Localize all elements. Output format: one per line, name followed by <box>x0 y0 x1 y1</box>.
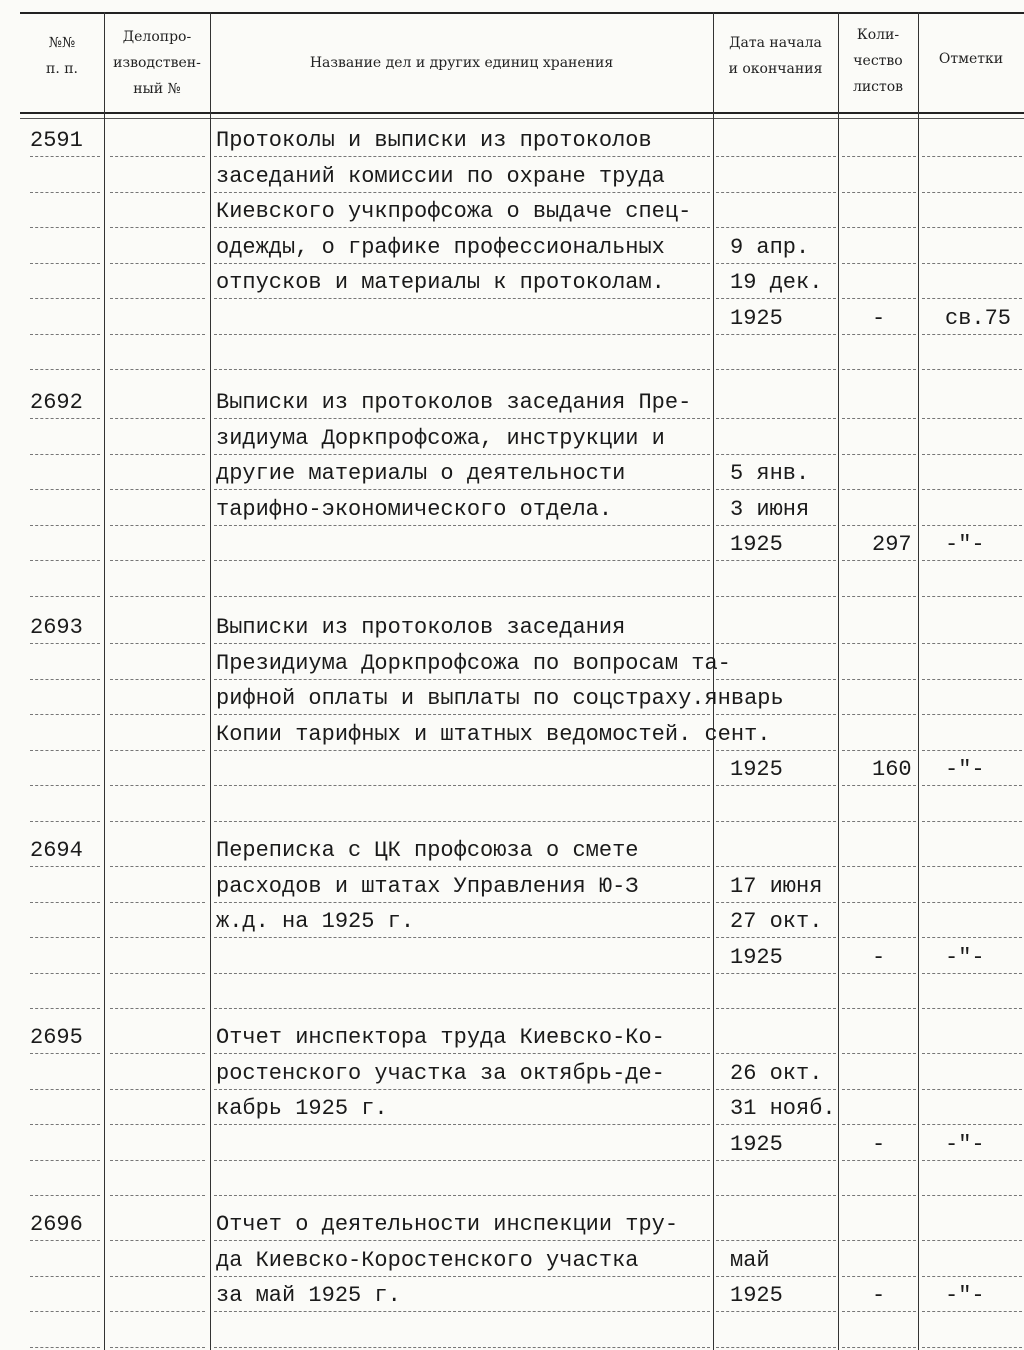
line-rule <box>922 785 1022 786</box>
line-rule <box>716 334 836 335</box>
line-rule <box>922 369 1022 370</box>
line-rule <box>30 454 100 455</box>
line-rule <box>110 596 205 597</box>
line-rule <box>716 560 836 561</box>
line-rule <box>842 937 916 938</box>
line-rule <box>716 1240 836 1241</box>
record-sheets: 160 <box>872 757 912 782</box>
line-rule <box>110 1240 205 1241</box>
line-rule <box>30 1195 100 1196</box>
line-rule <box>110 937 205 938</box>
line-rule <box>922 1160 1022 1161</box>
line-rule <box>214 937 710 938</box>
line-rule <box>842 1089 916 1090</box>
record-title-line: за май 1925 г. <box>216 1283 401 1308</box>
line-rule <box>922 714 1022 715</box>
line-rule <box>922 489 1022 490</box>
line-rule <box>110 1008 205 1009</box>
line-rule <box>214 263 710 264</box>
record-note: св.75 <box>945 305 1012 331</box>
line-rule <box>214 418 710 419</box>
line-rule <box>110 454 205 455</box>
line-rule <box>30 192 100 193</box>
line-rule <box>214 1089 710 1090</box>
line-rule <box>922 298 1022 299</box>
line-rule <box>214 821 710 822</box>
line-rule <box>842 1160 916 1161</box>
line-rule <box>214 1195 710 1196</box>
col-divider-3 <box>713 12 714 1350</box>
record-title-line: ж.д. на 1925 г. <box>216 909 415 934</box>
line-rule <box>842 866 916 867</box>
line-rule <box>922 1311 1022 1312</box>
record-date: 3 июня <box>730 496 810 522</box>
line-rule <box>716 1089 836 1090</box>
line-rule <box>716 454 836 455</box>
line-rule <box>716 298 836 299</box>
line-rule <box>214 1160 710 1161</box>
line-rule <box>842 1195 916 1196</box>
line-rule <box>716 525 836 526</box>
line-rule <box>716 937 836 938</box>
line-rule <box>842 1347 916 1348</box>
record-title-line: Отчет инспектора труда Киевско-Ко- <box>216 1025 665 1050</box>
line-rule <box>110 902 205 903</box>
header-title: Название дел и других единиц хранения <box>309 55 614 71</box>
line-rule <box>922 750 1022 751</box>
record-date: 9 апр. <box>730 234 810 260</box>
line-rule <box>716 596 836 597</box>
record-title-line: тарифно-экономического отдела. <box>216 496 613 522</box>
record-title-line: другие материалы о деятельности <box>216 461 626 486</box>
line-rule <box>110 1124 205 1125</box>
line-rule <box>716 1195 836 1196</box>
record-title-line: Выписки из протоколов заседания Пре- <box>216 390 692 415</box>
line-rule <box>842 973 916 974</box>
record-date: 26 окт. <box>730 1060 823 1086</box>
line-rule <box>716 973 836 974</box>
line-rule <box>110 1195 205 1196</box>
col-divider-4 <box>838 12 839 1350</box>
line-rule <box>30 866 100 867</box>
record-sheets: - <box>872 305 886 331</box>
line-rule <box>110 560 205 561</box>
line-rule <box>842 192 916 193</box>
line-rule <box>922 525 1022 526</box>
line-rule <box>110 192 205 193</box>
record-date: 1925 <box>730 532 783 557</box>
line-rule <box>110 418 205 419</box>
line-rule <box>716 1124 836 1125</box>
line-rule <box>842 418 916 419</box>
col-divider-2 <box>210 12 211 1350</box>
line-rule <box>30 1160 100 1161</box>
line-rule <box>30 643 100 644</box>
line-rule <box>110 714 205 715</box>
header-num: №№ п. п. <box>45 35 78 77</box>
record-number: 2692 <box>30 390 83 415</box>
line-rule <box>922 1053 1022 1054</box>
line-rule <box>214 489 710 490</box>
line-rule <box>922 973 1022 974</box>
line-rule <box>922 679 1022 680</box>
col-divider-5 <box>918 12 919 1350</box>
line-rule <box>716 1053 836 1054</box>
header-dates: Дата начала и окончания <box>728 35 823 77</box>
line-rule <box>922 418 1022 419</box>
line-rule <box>922 596 1022 597</box>
line-rule <box>842 298 916 299</box>
line-rule <box>842 263 916 264</box>
line-rule <box>842 1240 916 1241</box>
record-sheets: 297 <box>872 532 912 557</box>
line-rule <box>922 1240 1022 1241</box>
record-title-line: да Киевско-Коростенского участка <box>216 1247 639 1273</box>
line-rule <box>922 156 1022 157</box>
line-rule <box>716 679 836 680</box>
line-rule <box>30 1311 100 1312</box>
line-rule <box>30 1240 100 1241</box>
record-date: 19 дек. <box>730 270 823 295</box>
line-rule <box>842 714 916 715</box>
line-rule <box>110 750 205 751</box>
line-rule <box>30 156 100 157</box>
line-rule <box>922 1124 1022 1125</box>
line-rule <box>110 866 205 867</box>
line-rule <box>716 821 836 822</box>
line-rule <box>842 643 916 644</box>
line-rule <box>922 1347 1022 1348</box>
line-rule <box>30 227 100 228</box>
line-rule <box>214 1311 710 1312</box>
line-rule <box>716 866 836 867</box>
line-rule <box>30 525 100 526</box>
record-note: -"- <box>945 944 985 970</box>
record-title-line: кабрь 1925 г. <box>216 1096 388 1121</box>
line-rule <box>922 821 1022 822</box>
line-rule <box>922 1089 1022 1090</box>
line-rule <box>214 1053 710 1054</box>
line-rule <box>214 973 710 974</box>
line-rule <box>922 454 1022 455</box>
line-rule <box>214 369 710 370</box>
line-rule <box>842 1008 916 1009</box>
line-rule <box>110 1311 205 1312</box>
record-title-line: Выписки из протоколов заседания <box>216 615 626 640</box>
line-rule <box>30 785 100 786</box>
line-rule <box>842 489 916 490</box>
line-rule <box>30 334 100 335</box>
line-rule <box>30 1276 100 1277</box>
line-rule <box>30 714 100 715</box>
line-rule <box>214 192 710 193</box>
line-rule <box>110 227 205 228</box>
record-sheets: - <box>872 1131 886 1157</box>
record-number: 2695 <box>30 1025 83 1050</box>
record-title-line: отпусков и материалы к протоколам. <box>216 270 665 295</box>
line-rule <box>30 902 100 903</box>
line-rule <box>30 298 100 299</box>
line-rule <box>214 902 710 903</box>
line-rule <box>922 192 1022 193</box>
record-title-line: Переписка с ЦК профсоюза о смете <box>216 838 639 863</box>
line-rule <box>922 937 1022 938</box>
header-bottom-border <box>20 112 1024 114</box>
line-rule <box>842 1276 916 1277</box>
header-bottom-border-2 <box>20 118 1024 119</box>
line-rule <box>110 1160 205 1161</box>
line-rule <box>110 298 205 299</box>
record-date: 5 янв. <box>730 461 810 486</box>
line-rule <box>110 679 205 680</box>
line-rule <box>716 1276 836 1277</box>
line-rule <box>110 1053 205 1054</box>
line-rule <box>110 643 205 644</box>
line-rule <box>30 750 100 751</box>
record-title-line: одежды, о графике профессиональных <box>216 234 665 260</box>
line-rule <box>842 1124 916 1125</box>
line-rule <box>842 560 916 561</box>
line-rule <box>30 1124 100 1125</box>
line-rule <box>716 369 836 370</box>
line-rule <box>214 750 710 751</box>
line-rule <box>842 369 916 370</box>
line-rule <box>30 560 100 561</box>
line-rule <box>30 418 100 419</box>
record-title-line: Протоколы и выписки из протоколов <box>216 128 652 153</box>
record-date: 1925 <box>730 1283 783 1308</box>
line-rule <box>842 334 916 335</box>
line-rule <box>214 298 710 299</box>
line-rule <box>716 1160 836 1161</box>
record-note: -"- <box>945 757 985 782</box>
record-date: 1925 <box>730 305 783 331</box>
record-number: 2696 <box>30 1212 83 1237</box>
line-rule <box>922 334 1022 335</box>
line-rule <box>922 1008 1022 1009</box>
record-sheets: - <box>872 1283 886 1308</box>
record-note: -"- <box>945 532 985 557</box>
header-office-num: Делопро- изводствен- ный № <box>113 29 201 97</box>
line-rule <box>842 785 916 786</box>
line-rule <box>214 334 710 335</box>
record-sheets: - <box>872 944 886 970</box>
line-rule <box>716 1347 836 1348</box>
record-title-line: расходов и штатах Управления Ю-З <box>216 873 639 899</box>
record-title-line: Отчет о деятельности инспекции тру- <box>216 1212 679 1237</box>
line-rule <box>716 643 836 644</box>
line-rule <box>922 560 1022 561</box>
record-date: 31 нояб. <box>730 1096 836 1121</box>
line-rule <box>842 227 916 228</box>
line-rule <box>30 937 100 938</box>
line-rule <box>214 785 710 786</box>
line-rule <box>842 679 916 680</box>
line-rule <box>716 192 836 193</box>
line-rule <box>30 369 100 370</box>
line-rule <box>30 263 100 264</box>
line-rule <box>214 1240 710 1241</box>
line-rule <box>214 1347 710 1348</box>
line-rule <box>716 714 836 715</box>
record-title-line: Копии тарифных и штатных ведомостей. сент. <box>216 721 771 747</box>
line-rule <box>110 1276 205 1277</box>
line-rule <box>716 1008 836 1009</box>
record-title-line: зидиума Доркпрофсожа, инструкции и <box>216 425 665 451</box>
record-date: 17 июня <box>730 873 823 899</box>
line-rule <box>842 750 916 751</box>
line-rule <box>214 679 710 680</box>
line-rule <box>922 902 1022 903</box>
line-rule <box>842 454 916 455</box>
record-number: 2694 <box>30 838 83 863</box>
record-number: 2591 <box>30 128 83 153</box>
line-rule <box>214 560 710 561</box>
line-rule <box>214 227 710 228</box>
line-rule <box>842 525 916 526</box>
line-rule <box>110 821 205 822</box>
line-rule <box>922 1276 1022 1277</box>
line-rule <box>110 785 205 786</box>
line-rule <box>716 785 836 786</box>
header-notes: Отметки <box>938 51 1004 67</box>
line-rule <box>214 643 710 644</box>
line-rule <box>30 1053 100 1054</box>
record-date: 1925 <box>730 757 783 782</box>
line-rule <box>922 866 1022 867</box>
record-note: -"- <box>945 1131 985 1157</box>
line-rule <box>214 596 710 597</box>
line-rule <box>110 156 205 157</box>
line-rule <box>110 489 205 490</box>
line-rule <box>110 263 205 264</box>
line-rule <box>110 369 205 370</box>
line-rule <box>716 263 836 264</box>
line-rule <box>214 156 710 157</box>
record-title-line: Президиума Доркпрофсожа по вопросам та- <box>216 650 731 676</box>
record-date: 27 окт. <box>730 909 823 934</box>
table-top-border <box>20 12 1024 14</box>
record-title-line: ростенского участка за октябрь-де- <box>216 1060 665 1086</box>
line-rule <box>922 263 1022 264</box>
line-rule <box>110 1347 205 1348</box>
line-rule <box>716 418 836 419</box>
line-rule <box>214 866 710 867</box>
line-rule <box>716 156 836 157</box>
line-rule <box>842 902 916 903</box>
line-rule <box>842 1311 916 1312</box>
line-rule <box>716 227 836 228</box>
line-rule <box>30 489 100 490</box>
record-date: 1925 <box>730 944 783 970</box>
line-rule <box>110 334 205 335</box>
line-rule <box>842 156 916 157</box>
line-rule <box>716 750 836 751</box>
record-note: -"- <box>945 1283 985 1308</box>
line-rule <box>842 1053 916 1054</box>
line-rule <box>842 596 916 597</box>
record-title-line: заседаний комиссии по охране труда <box>216 163 665 189</box>
line-rule <box>214 1124 710 1125</box>
line-rule <box>716 902 836 903</box>
line-rule <box>30 1347 100 1348</box>
line-rule <box>110 973 205 974</box>
line-rule <box>30 1008 100 1009</box>
line-rule <box>842 821 916 822</box>
record-title-line: Киевского учкпрофсожа о выдаче спец- <box>216 199 692 224</box>
header-sheets: Коли- чество листов <box>852 27 904 95</box>
line-rule <box>214 1008 710 1009</box>
line-rule <box>716 1311 836 1312</box>
record-date: май <box>730 1247 770 1273</box>
line-rule <box>214 525 710 526</box>
col-divider-1 <box>104 12 105 1350</box>
line-rule <box>922 643 1022 644</box>
line-rule <box>716 489 836 490</box>
line-rule <box>110 525 205 526</box>
record-number: 2693 <box>30 615 83 640</box>
line-rule <box>30 821 100 822</box>
line-rule <box>214 714 710 715</box>
line-rule <box>922 227 1022 228</box>
record-date: 1925 <box>730 1131 783 1157</box>
line-rule <box>30 973 100 974</box>
line-rule <box>30 1089 100 1090</box>
line-rule <box>30 596 100 597</box>
line-rule <box>214 1276 710 1277</box>
line-rule <box>30 679 100 680</box>
line-rule <box>110 1089 205 1090</box>
line-rule <box>922 1195 1022 1196</box>
line-rule <box>214 454 710 455</box>
record-title-line: рифной оплаты и выплаты по соцстраху.январь <box>216 686 784 711</box>
